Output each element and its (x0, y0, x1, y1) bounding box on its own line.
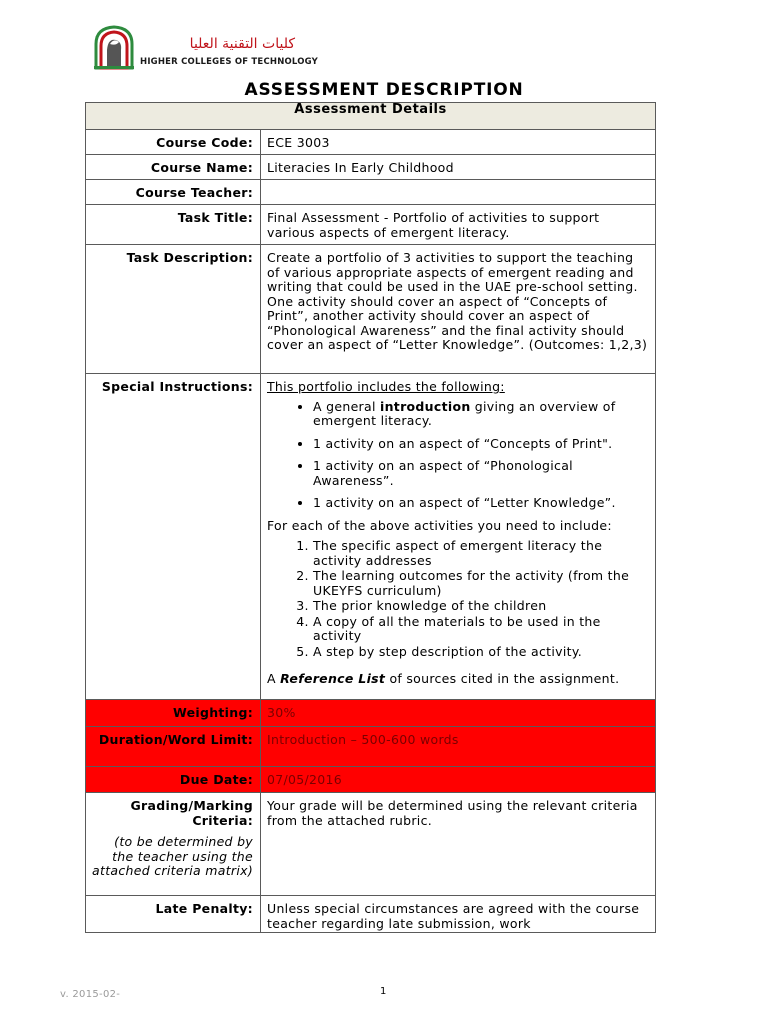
hct-logo (92, 24, 319, 70)
assessment-details-table (85, 102, 656, 933)
task-description-label: Task Description: (86, 245, 261, 374)
reference-list-note: A Reference List of sources cited in the assignment. (267, 671, 620, 686)
task-title-row (86, 205, 656, 245)
portfolio-contents-list (267, 400, 649, 511)
list-item: • 1 activity on an aspect of “Letter Knowledge”. (313, 496, 649, 511)
hct-emblem-icon (92, 24, 136, 70)
page-title: ASSESSMENT DESCRIPTION (244, 80, 524, 100)
list-item: 1. The specific aspect of emergent literacy the activity addresses (313, 539, 649, 568)
grading-label-text: Grading/Marking Criteria: (130, 798, 253, 828)
course-name-value: Literacies In Early Childhood (261, 155, 656, 180)
list-item: 5. A step by step description of the activity. (313, 645, 649, 660)
instructions-intro: This portfolio includes the following: (267, 379, 505, 394)
course-name-row (86, 155, 656, 180)
special-instructions-label: Special Instructions: (86, 374, 261, 700)
activities-lead: For each of the above activities you need to include: (267, 517, 612, 533)
course-code-label: Course Code: (86, 130, 261, 155)
list-item: • 1 activity on an aspect of “Phonological Awareness”. (313, 459, 649, 488)
weighting-label: Weighting: (86, 700, 261, 727)
course-teacher-label: Course Teacher: (86, 180, 261, 205)
list-item: • A general introduction giving an overview of emergent literacy. (313, 400, 649, 429)
duration-row (86, 727, 656, 767)
due-date-value: 07/05/2016 (261, 767, 656, 793)
page-number: 1 (380, 986, 387, 997)
list-item: 2. The learning outcomes for the activity (from the UKEYFS curriculum) (313, 569, 649, 598)
grading-value: Your grade will be determined using the relevant criteria from the attached rubric. (261, 793, 656, 896)
due-date-label: Due Date: (86, 767, 261, 793)
list-item: 3. The prior knowledge of the children (313, 599, 649, 614)
table-heading: Assessment Details (86, 103, 656, 130)
task-title-value: Final Assessment - Portfolio of activities to support various aspects of emergent literacy. (261, 205, 656, 245)
course-teacher-row (86, 180, 656, 205)
late-penalty-value: Unless special circumstances are agreed with the course teacher regarding late submission, work (261, 896, 656, 933)
logo-arabic-text: كليات التقنية العليا (189, 36, 295, 52)
grading-label-note: (to be determined by the teacher using the attached criteria matrix) (92, 834, 253, 878)
special-instructions-row (86, 374, 656, 700)
late-penalty-row (86, 896, 656, 933)
grading-label (86, 793, 261, 896)
list-item: • 1 activity on an aspect of “Concepts of Print". (313, 437, 649, 452)
weighting-row (86, 700, 656, 727)
late-penalty-label: Late Penalty: (86, 896, 261, 933)
logo-english-text: HIGHER COLLEGES OF TECHNOLOGY (140, 57, 319, 67)
due-date-row (86, 767, 656, 793)
task-description-row (86, 245, 656, 374)
activity-requirements-list (267, 539, 649, 659)
course-code-row (86, 130, 656, 155)
duration-label: Duration/Word Limit: (86, 727, 261, 767)
course-code-value: ECE 3003 (261, 130, 656, 155)
task-description-value: Create a portfolio of 3 activities to support the teaching of various appropriate aspects of emergent reading and writing that could be used in the UAE pre-school setting. One activity should cover an aspect of “Concepts of Print”, another activity should cover an aspect of “Phonological Awareness” and the final activity should cover an aspect of “Letter Knowledge”. (Outcomes: 1,2,3) (261, 245, 656, 374)
weighting-value: 30% (261, 700, 656, 727)
duration-value: Introduction – 500-600 words (261, 727, 656, 767)
table-header-row (86, 103, 656, 130)
course-teacher-value (261, 180, 656, 205)
list-item: 4. A copy of all the materials to be used in the activity (313, 615, 649, 644)
document-version: v. 2015-02- (60, 989, 121, 1000)
grading-row (86, 793, 656, 896)
special-instructions-value (261, 374, 656, 700)
course-name-label: Course Name: (86, 155, 261, 180)
task-title-label: Task Title: (86, 205, 261, 245)
